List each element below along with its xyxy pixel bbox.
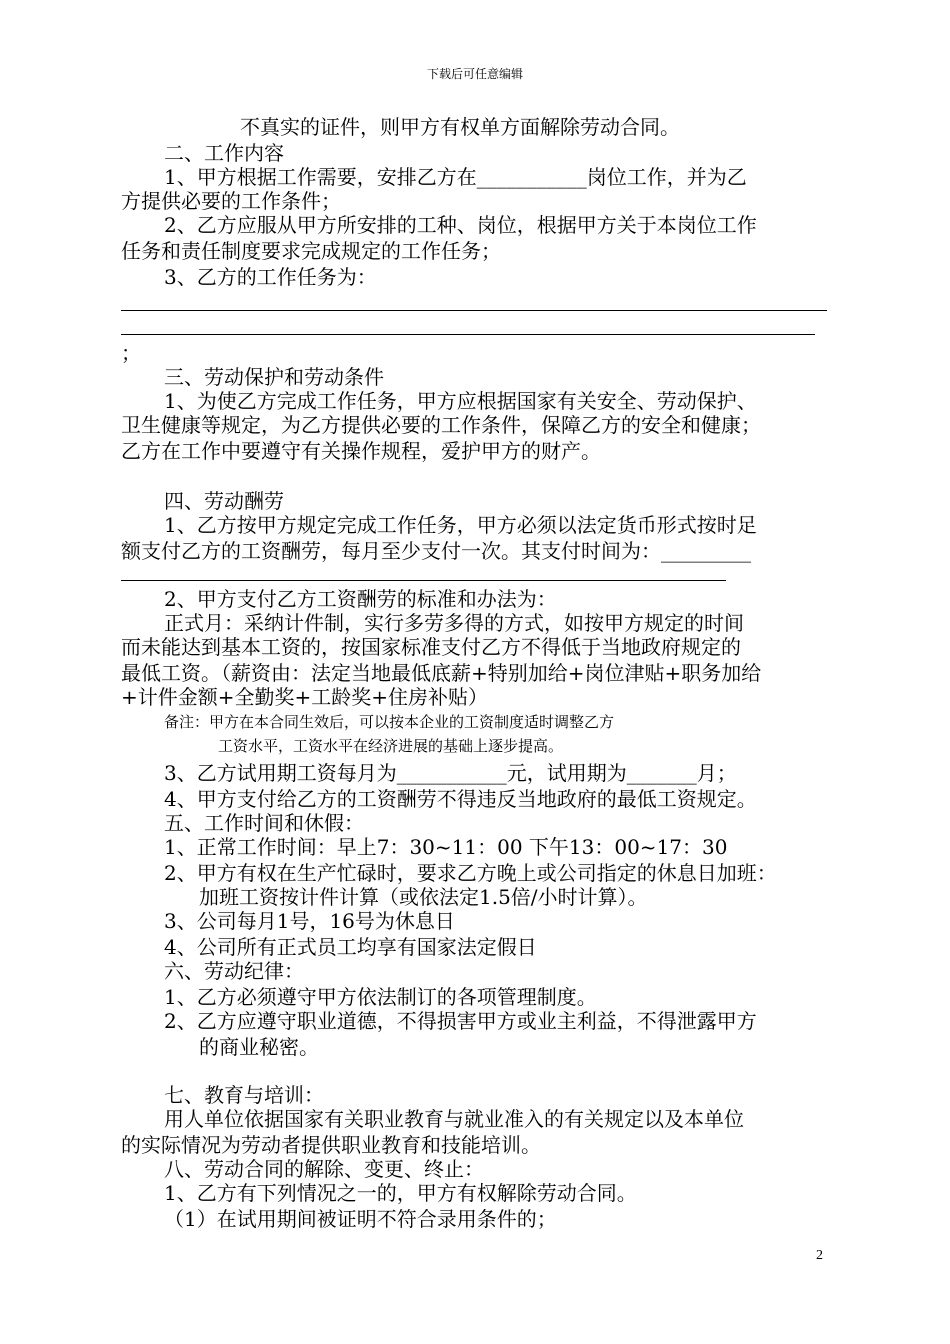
document-header-note: 下载后可任意编辑 xyxy=(426,67,523,81)
body-line-28: 4、公司所有正式员工均享有国家法定假日 xyxy=(164,935,537,959)
remark-line-1: 备注：甲方在本合同生效后，可以按本企业的工资制度适时调整乙方 xyxy=(164,713,615,731)
body-line-4: 方提供必要的工作条件； xyxy=(121,189,341,213)
body-line-7: 3、乙方的工作任务为： xyxy=(164,265,377,289)
section-heading-labor-discipline: 六、劳动纪律： xyxy=(164,959,304,983)
blank-fill-line xyxy=(121,334,815,335)
section-heading-labor-protection: 三、劳动保护和劳动条件 xyxy=(164,365,384,389)
section-heading-work-content: 二、工作内容 xyxy=(164,141,284,165)
body-line-10: 1、为使乙方完成工作任务，甲方应根据国家有关安全、劳动保护、 xyxy=(164,389,757,413)
body-line-6: 任务和责任制度要求完成规定的工作任务； xyxy=(121,239,501,263)
section-heading-working-hours: 五、工作时间和休假： xyxy=(164,811,364,835)
body-line-35: 的实际情况为劳动者提供职业教育和技能培训。 xyxy=(121,1133,541,1157)
body-line-18: 而未能达到基本工资的，按国家标准支付乙方不得低于当地政府规定的 xyxy=(121,635,741,659)
body-line-semicolon: ； xyxy=(121,341,141,365)
body-line-22: 4、甲方支付给乙方的工资酬劳不得违反当地政府的最低工资规定。 xyxy=(164,787,757,811)
body-line-30: 1、乙方必须遵守甲方依法制订的各项管理制度。 xyxy=(164,985,597,1009)
body-line-31: 2、乙方应遵守职业道德，不得损害甲方或业主利益，不得泄露甲方 xyxy=(164,1009,757,1033)
body-line-17: 正式月：采纳计件制，实行多劳多得的方式，如按甲方规定的时间 xyxy=(164,611,744,635)
body-line-27: 3、公司每月1号，16号为休息日 xyxy=(164,909,455,933)
body-line-34: 用人单位依据国家有关职业教育与就业准入的有关规定以及本单位 xyxy=(164,1107,744,1131)
body-line-21: 3、乙方试用期工资每月为___________元，试用期为_______月； xyxy=(164,761,737,785)
section-heading-contract-termination: 八、劳动合同的解除、变更、终止： xyxy=(164,1157,484,1181)
body-line-16: 2、甲方支付乙方工资酬劳的标准和办法为： xyxy=(164,587,557,611)
body-line-12: 乙方在工作中要遵守有关操作规程，爱护甲方的财产。 xyxy=(121,439,601,463)
body-line-38: （1）在试用期间被证明不符合录用条件的； xyxy=(164,1207,557,1231)
body-line-37: 1、乙方有下列情况之一的，甲方有权解除劳动合同。 xyxy=(164,1181,637,1205)
blank-fill-line xyxy=(121,310,827,311)
body-line-25: 2、甲方有权在生产忙碌时，要求乙方晚上或公司指定的休息日加班： xyxy=(164,861,777,885)
body-line-5: 2、乙方应服从甲方所安排的工种、岗位，根据甲方关于本岗位工作 xyxy=(164,213,757,237)
body-line-14: 1、乙方按甲方规定完成工作任务，甲方必须以法定货币形式按时足 xyxy=(164,513,757,537)
body-line-20: +计件金额+全勤奖+工龄奖+住房补贴） xyxy=(121,685,489,709)
body-line-15: 额支付乙方的工资酬劳，每月至少支付一次。其支付时间为：_________ xyxy=(121,539,751,563)
body-line-24: 1、正常工作时间：早上7：30~11：00 下午13：00~17：30 xyxy=(164,835,728,859)
section-heading-education-training: 七、教育与培训： xyxy=(164,1083,324,1107)
section-heading-remuneration: 四、劳动酬劳 xyxy=(164,489,284,513)
remark-line-2: 工资水平，工资水平在经济进展的基础上逐步提高。 xyxy=(218,737,564,755)
body-line-11: 卫生健康等规定，为乙方提供必要的工作条件，保障乙方的安全和健康； xyxy=(121,413,761,437)
body-line-3: 1、甲方根据工作需要，安排乙方在___________岗位工作，并为乙 xyxy=(164,165,747,189)
body-line-19: 最低工资。（薪资由：法定当地最低底薪+特别加给+岗位津贴+职务加给 xyxy=(121,661,762,685)
body-line-1: 不真实的证件，则甲方有权单方面解除劳动合同。 xyxy=(240,115,680,139)
blank-fill-line xyxy=(121,580,726,581)
body-line-26: 加班工资按计件计算（或依法定1.5倍/小时计算）。 xyxy=(199,885,648,909)
page-number: 2 xyxy=(816,1248,823,1263)
body-line-32: 的商业秘密。 xyxy=(199,1035,319,1059)
